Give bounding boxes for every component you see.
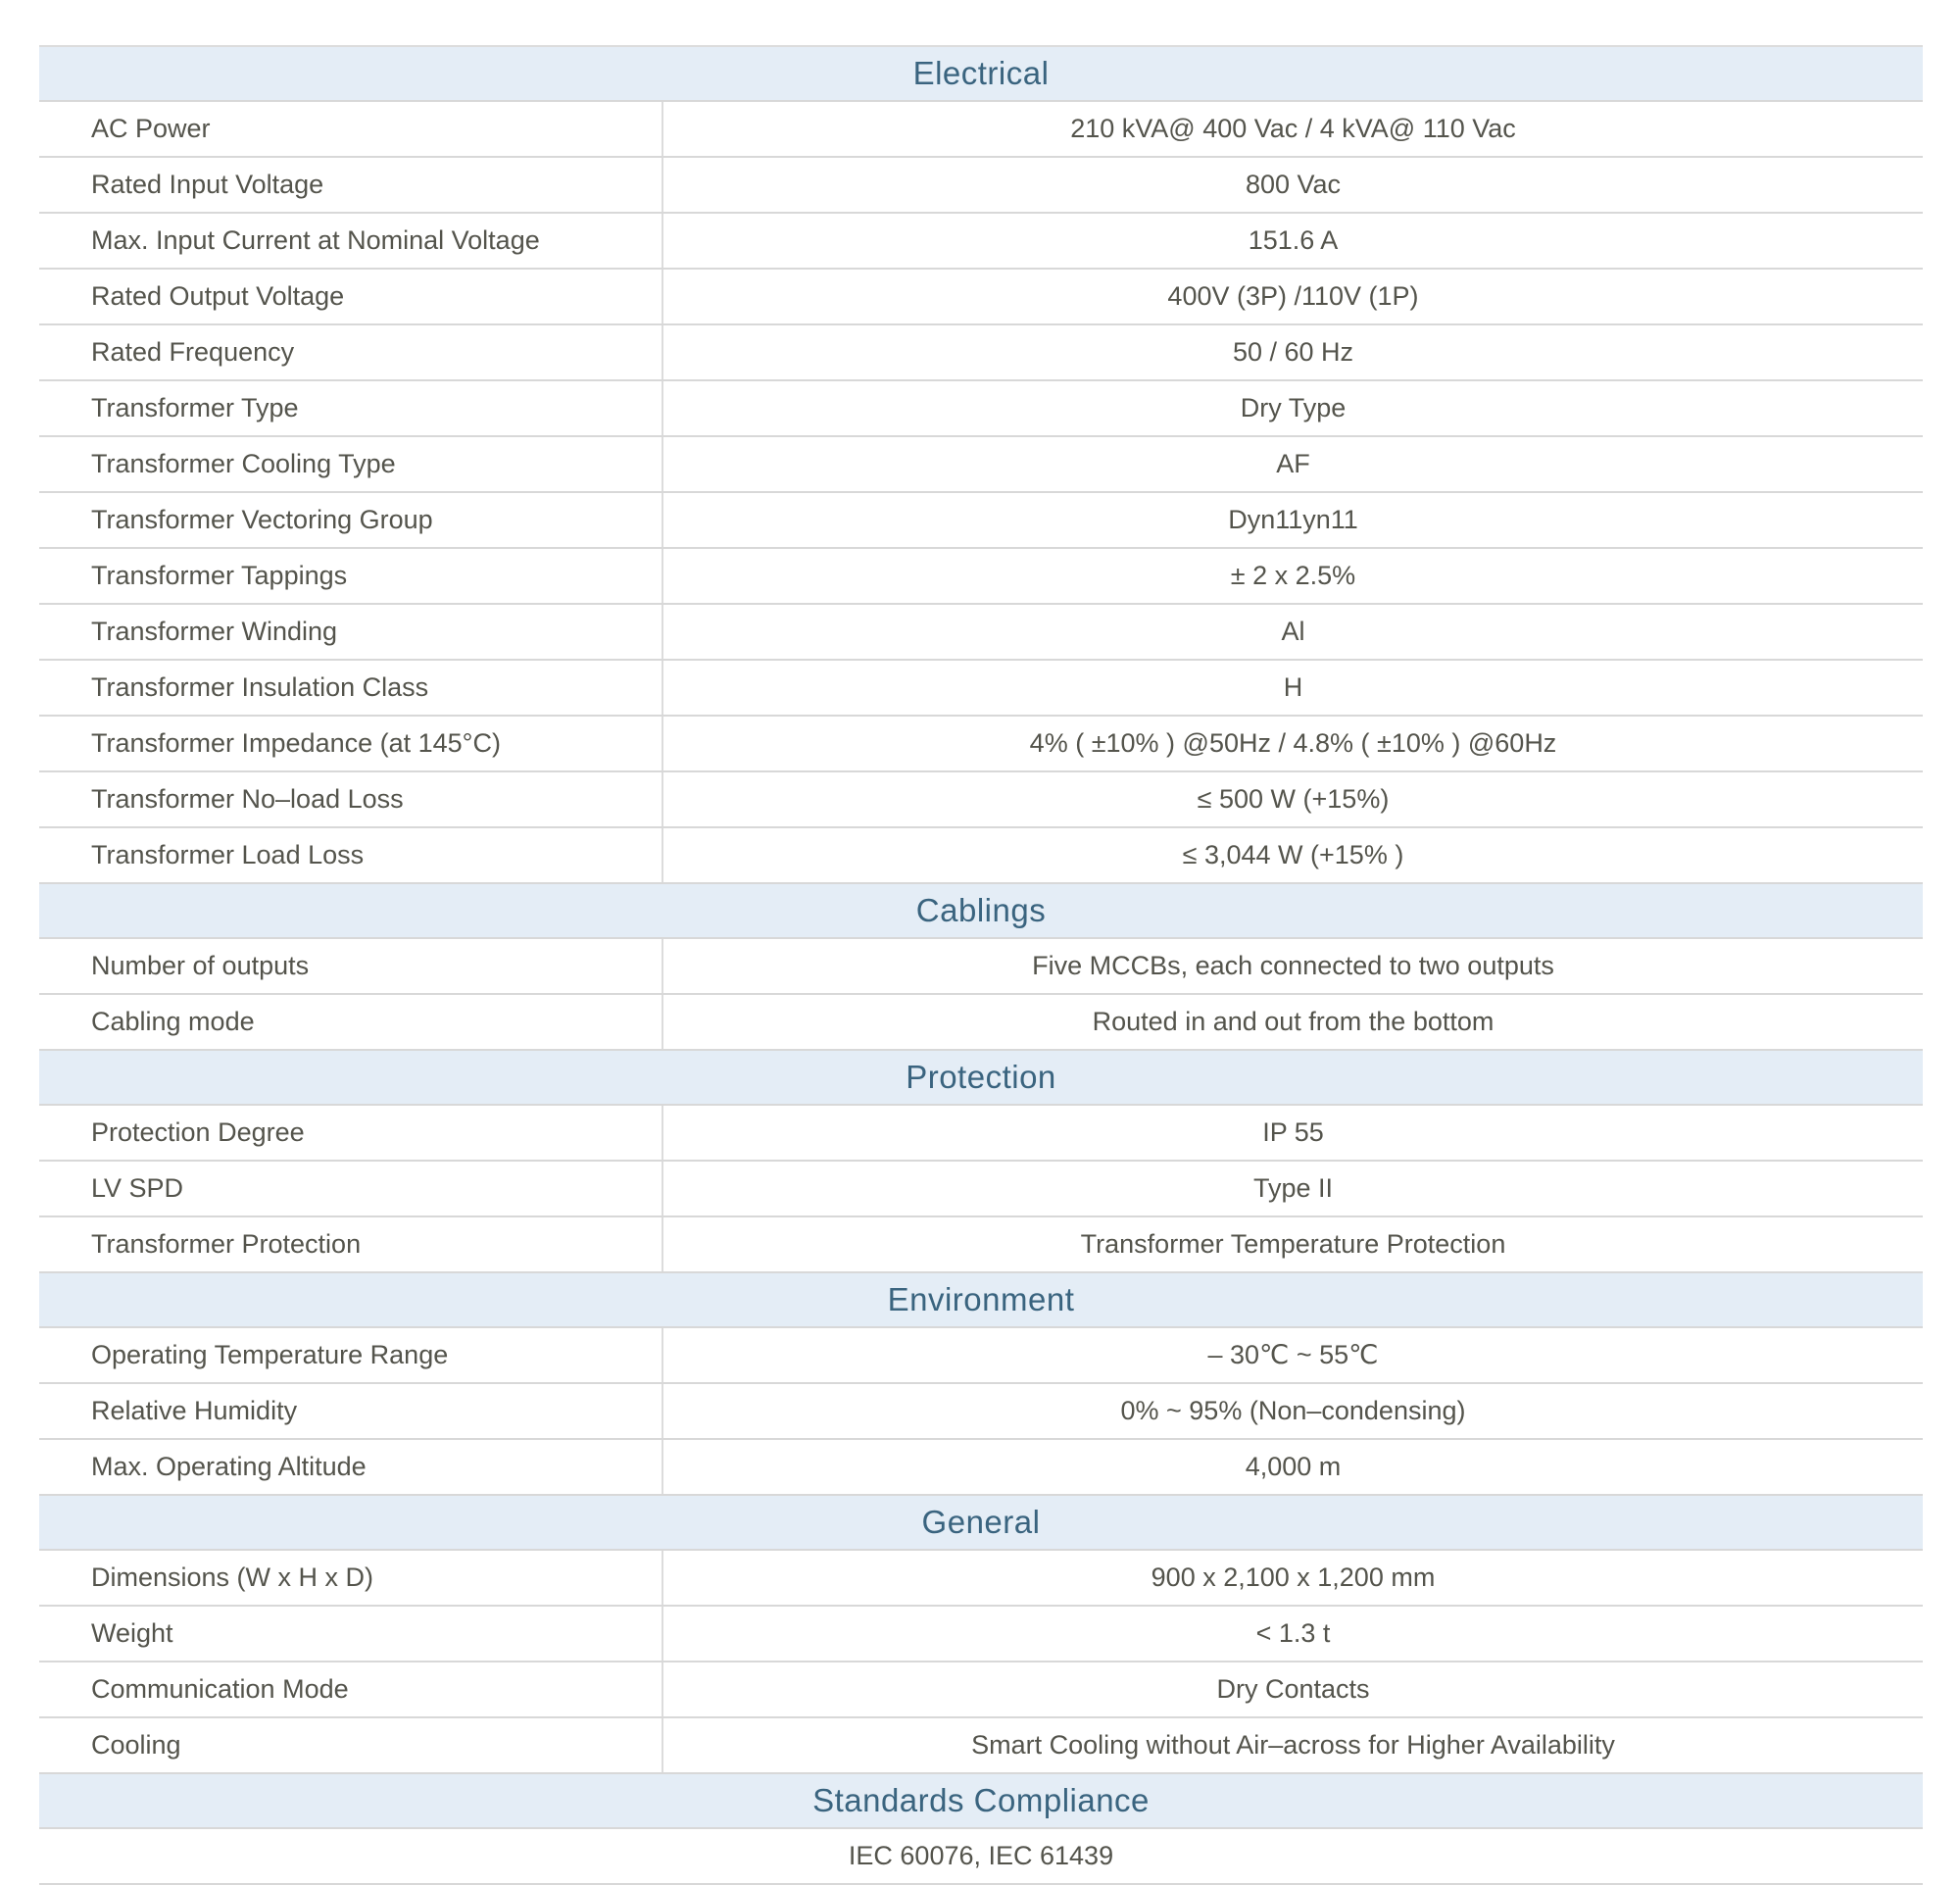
spec-table: [39, 45, 1923, 1885]
spec-row: [39, 493, 1923, 549]
spec-value: 800 Vac: [1245, 170, 1342, 199]
spec-label: AC Power: [39, 102, 663, 156]
spec-label: Max. Input Current at Nominal Voltage: [39, 214, 663, 268]
spec-row: [39, 1384, 1923, 1440]
spec-label: Rated Frequency: [39, 325, 663, 379]
spec-row: [39, 549, 1923, 605]
spec-label: Weight: [39, 1607, 663, 1661]
section-header-environment: Environment: [39, 1273, 1923, 1328]
spec-row: [39, 1328, 1923, 1384]
spec-row: [39, 1440, 1923, 1496]
spec-value: H: [1283, 672, 1303, 702]
spec-label: Communication Mode: [39, 1662, 663, 1716]
spec-label: Relative Humidity: [39, 1384, 663, 1438]
spec-label: Max. Operating Altitude: [39, 1440, 663, 1494]
spec-value: ± 2 x 2.5%: [1230, 561, 1356, 590]
spec-label: LV SPD: [39, 1162, 663, 1215]
spec-row: [39, 1217, 1923, 1273]
spec-label: Cooling: [39, 1718, 663, 1772]
spec-row: [39, 939, 1923, 995]
spec-value: Al: [1281, 617, 1305, 646]
spec-value: AF: [1276, 449, 1310, 478]
spec-label: Operating Temperature Range: [39, 1328, 663, 1382]
spec-row: [39, 214, 1923, 270]
spec-row: [39, 1718, 1923, 1774]
spec-value: ≤ 500 W (+15%): [1197, 784, 1390, 814]
spec-value: – 30℃ ~ 55℃: [1207, 1340, 1379, 1369]
spec-row: [39, 828, 1923, 884]
spec-row: [39, 717, 1923, 772]
spec-row: [39, 102, 1923, 158]
spec-value: 900 x 2,100 x 1,200 mm: [1151, 1563, 1436, 1592]
spec-label: Transformer Protection: [39, 1217, 663, 1271]
spec-label: Rated Input Voltage: [39, 158, 663, 212]
spec-row: [39, 437, 1923, 493]
spec-value: Five MCCBs, each connected to two outputs: [1032, 951, 1554, 980]
section-header-general: General: [39, 1496, 1923, 1551]
spec-label: Cabling mode: [39, 995, 663, 1049]
spec-row: [39, 381, 1923, 437]
spec-value: 4% ( ±10% ) @50Hz / 4.8% ( ±10% ) @60Hz: [1029, 728, 1557, 758]
spec-value: Dry Type: [1240, 393, 1347, 422]
spec-value: Transformer Temperature Protection: [1080, 1229, 1506, 1259]
spec-value: Dry Contacts: [1216, 1674, 1370, 1704]
spec-label: Rated Output Voltage: [39, 270, 663, 323]
spec-label: Transformer Vectoring Group: [39, 493, 663, 547]
section-header-electrical: Electrical: [39, 47, 1923, 102]
spec-row: [39, 995, 1923, 1051]
spec-value: Routed in and out from the bottom: [1092, 1007, 1494, 1036]
spec-value: IP 55: [1262, 1117, 1324, 1147]
spec-row: [39, 1162, 1923, 1217]
spec-row: [39, 325, 1923, 381]
spec-value: Smart Cooling without Air–across for Higher Availability: [971, 1730, 1615, 1760]
spec-row: [39, 1662, 1923, 1718]
spec-label: Transformer No–load Loss: [39, 772, 663, 826]
section-header-cablings: Cablings: [39, 884, 1923, 939]
spec-label: Number of outputs: [39, 939, 663, 993]
spec-row: [39, 1607, 1923, 1662]
spec-value: ≤ 3,044 W (+15% ): [1182, 840, 1404, 869]
spec-row: [39, 1829, 1923, 1885]
spec-value: < 1.3 t: [1255, 1618, 1331, 1648]
section-header-protection: Protection: [39, 1051, 1923, 1106]
spec-label: Transformer Insulation Class: [39, 661, 663, 715]
spec-row: [39, 1551, 1923, 1607]
spec-value: 210 kVA@ 400 Vac / 4 kVA@ 110 Vac: [1070, 114, 1516, 143]
spec-label: Transformer Winding: [39, 605, 663, 659]
spec-row: [39, 772, 1923, 828]
spec-row: [39, 158, 1923, 214]
spec-value: 50 / 60 Hz: [1232, 337, 1354, 367]
spec-label: Transformer Load Loss: [39, 828, 663, 882]
spec-label: Transformer Cooling Type: [39, 437, 663, 491]
spec-row: [39, 605, 1923, 661]
spec-value: 4,000 m: [1245, 1452, 1342, 1481]
spec-value: IEC 60076, IEC 61439: [848, 1841, 1114, 1870]
section-header-standards-compliance: Standards Compliance: [39, 1774, 1923, 1829]
spec-value: Type II: [1252, 1173, 1334, 1203]
spec-label: Transformer Tappings: [39, 549, 663, 603]
spec-value: 400V (3P) /110V (1P): [1167, 281, 1419, 311]
spec-value: 0% ~ 95% (Non–condensing): [1120, 1396, 1466, 1425]
spec-row: [39, 1106, 1923, 1162]
spec-label: Transformer Type: [39, 381, 663, 435]
spec-row: [39, 270, 1923, 325]
spec-row: [39, 661, 1923, 717]
spec-label: Dimensions (W x H x D): [39, 1551, 663, 1605]
spec-label: Protection Degree: [39, 1106, 663, 1160]
spec-value: 151.6 A: [1248, 225, 1339, 255]
spec-value: Dyn11yn11: [1228, 505, 1358, 534]
spec-label: Transformer Impedance (at 145°C): [39, 717, 663, 770]
